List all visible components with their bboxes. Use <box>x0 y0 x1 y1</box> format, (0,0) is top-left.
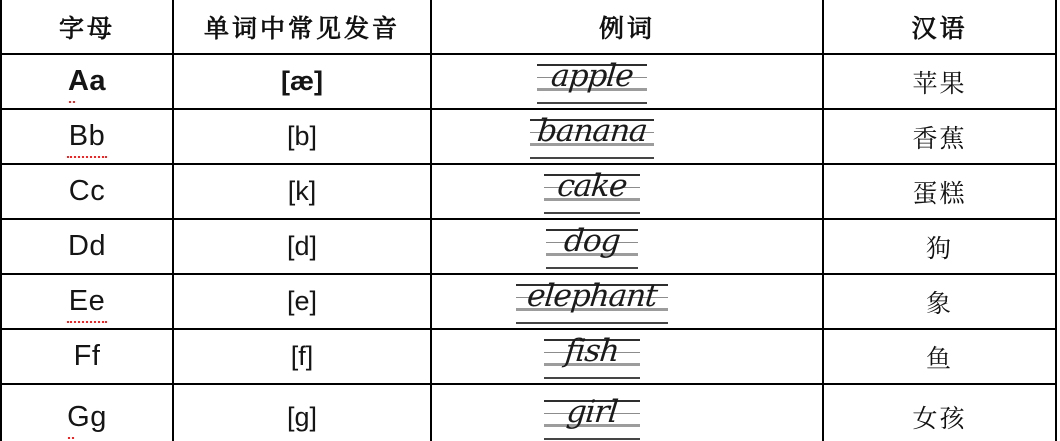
example-word-cell <box>430 330 822 383</box>
table-row <box>0 55 1057 110</box>
handwriting-guide <box>546 223 638 269</box>
pronunciation-text: [f] <box>290 341 314 371</box>
letter-cell <box>0 275 172 328</box>
letter-text: Dd <box>67 230 107 262</box>
guide-line-4 <box>544 438 640 440</box>
chinese-cell <box>822 385 1057 441</box>
handwriting-guide <box>544 393 640 440</box>
letter-cell <box>0 55 172 108</box>
table-row <box>0 275 1057 330</box>
chinese-cell <box>822 110 1057 163</box>
letter-wrap <box>69 285 105 318</box>
handwritten-word: elephant <box>525 278 659 314</box>
chinese-text: 女孩 <box>912 404 967 433</box>
letter-cell <box>0 110 172 163</box>
pronunciation-cell <box>172 110 430 163</box>
pronunciation-text: [g] <box>286 401 318 432</box>
pronunciation-cell <box>172 385 430 441</box>
header-cell-pronunciation <box>172 0 430 53</box>
letter-cell <box>0 385 172 441</box>
handwritten-word: apple <box>549 58 635 94</box>
table-row <box>0 165 1057 220</box>
handwriting-guide <box>544 333 640 379</box>
guide-line-4 <box>530 157 654 159</box>
table-header-row <box>0 0 1057 55</box>
letter-cell <box>0 330 172 383</box>
header-label-example: 例词 <box>598 13 655 43</box>
handwriting-guide <box>537 58 647 104</box>
chinese-text: 狗 <box>925 233 953 263</box>
pronunciation-cell <box>172 275 430 328</box>
header-label-letter: 字母 <box>58 13 115 43</box>
header-label-chinese: 汉语 <box>911 13 968 43</box>
example-word-cell <box>430 220 822 273</box>
chinese-cell <box>822 275 1057 328</box>
spellcheck-mark <box>69 101 75 103</box>
chinese-text: 香蕉 <box>912 123 967 153</box>
chinese-cell <box>822 55 1057 108</box>
handwriting-guide <box>516 278 668 324</box>
header-cell-letter <box>0 0 172 53</box>
chinese-cell <box>822 220 1057 273</box>
example-word-cell <box>430 275 822 328</box>
table-row <box>0 220 1057 275</box>
table-row <box>0 110 1057 165</box>
handwritten-word: fish <box>563 333 621 369</box>
letter-text: Aa <box>67 65 107 97</box>
guide-line-4 <box>544 377 640 379</box>
header-label-pronunciation: 单词中常见发音 <box>203 13 400 43</box>
example-word-cell <box>430 110 822 163</box>
letter-text: Ee <box>68 285 106 317</box>
letter-wrap <box>74 340 101 373</box>
handwritten-word: girl <box>564 393 620 430</box>
example-word-cell <box>430 55 822 108</box>
pronunciation-cell <box>172 55 430 108</box>
chinese-text: 象 <box>925 288 953 318</box>
chinese-text: 鱼 <box>925 343 953 373</box>
handwritten-word: cake <box>555 168 629 204</box>
handwriting-guide <box>544 168 640 214</box>
pronunciation-text: [k] <box>287 176 317 206</box>
spellcheck-underline <box>67 321 107 323</box>
letter-cell <box>0 165 172 218</box>
letter-wrap <box>67 401 107 434</box>
guide-line-4 <box>546 267 638 269</box>
pronunciation-text: [d] <box>286 231 318 261</box>
guide-line-4 <box>516 322 668 324</box>
example-word-cell <box>430 165 822 218</box>
letter-text: Ff <box>73 340 101 372</box>
guide-line-4 <box>544 212 640 214</box>
spellcheck-mark <box>68 437 74 439</box>
letter-wrap <box>68 65 106 98</box>
pronunciation-cell <box>172 330 430 383</box>
chinese-text: 蛋糕 <box>912 178 967 208</box>
letter-wrap <box>69 120 105 153</box>
chinese-text: 苹果 <box>912 68 967 98</box>
chinese-cell <box>822 330 1057 383</box>
letter-cell <box>0 220 172 273</box>
header-cell-chinese <box>822 0 1057 53</box>
table-row <box>0 385 1057 441</box>
pronunciation-text: [e] <box>286 286 318 316</box>
table-row <box>0 330 1057 385</box>
example-word-cell <box>430 385 822 441</box>
handwritten-word: banana <box>535 113 649 149</box>
pronunciation-text: [b] <box>286 121 318 151</box>
handwriting-guide <box>530 113 654 159</box>
guide-line-4 <box>537 102 647 104</box>
pronunciation-cell <box>172 165 430 218</box>
header-cell-example <box>430 0 822 53</box>
letter-wrap <box>68 230 106 263</box>
chinese-cell <box>822 165 1057 218</box>
letter-wrap <box>69 175 105 208</box>
letter-text: Cc <box>68 175 106 207</box>
letter-text: Gg <box>67 400 107 433</box>
letter-text: Bb <box>68 120 106 152</box>
pronunciation-text: [æ] <box>281 66 323 96</box>
handwritten-word: dog <box>562 223 622 259</box>
spellcheck-underline <box>67 156 107 158</box>
pronunciation-cell <box>172 220 430 273</box>
